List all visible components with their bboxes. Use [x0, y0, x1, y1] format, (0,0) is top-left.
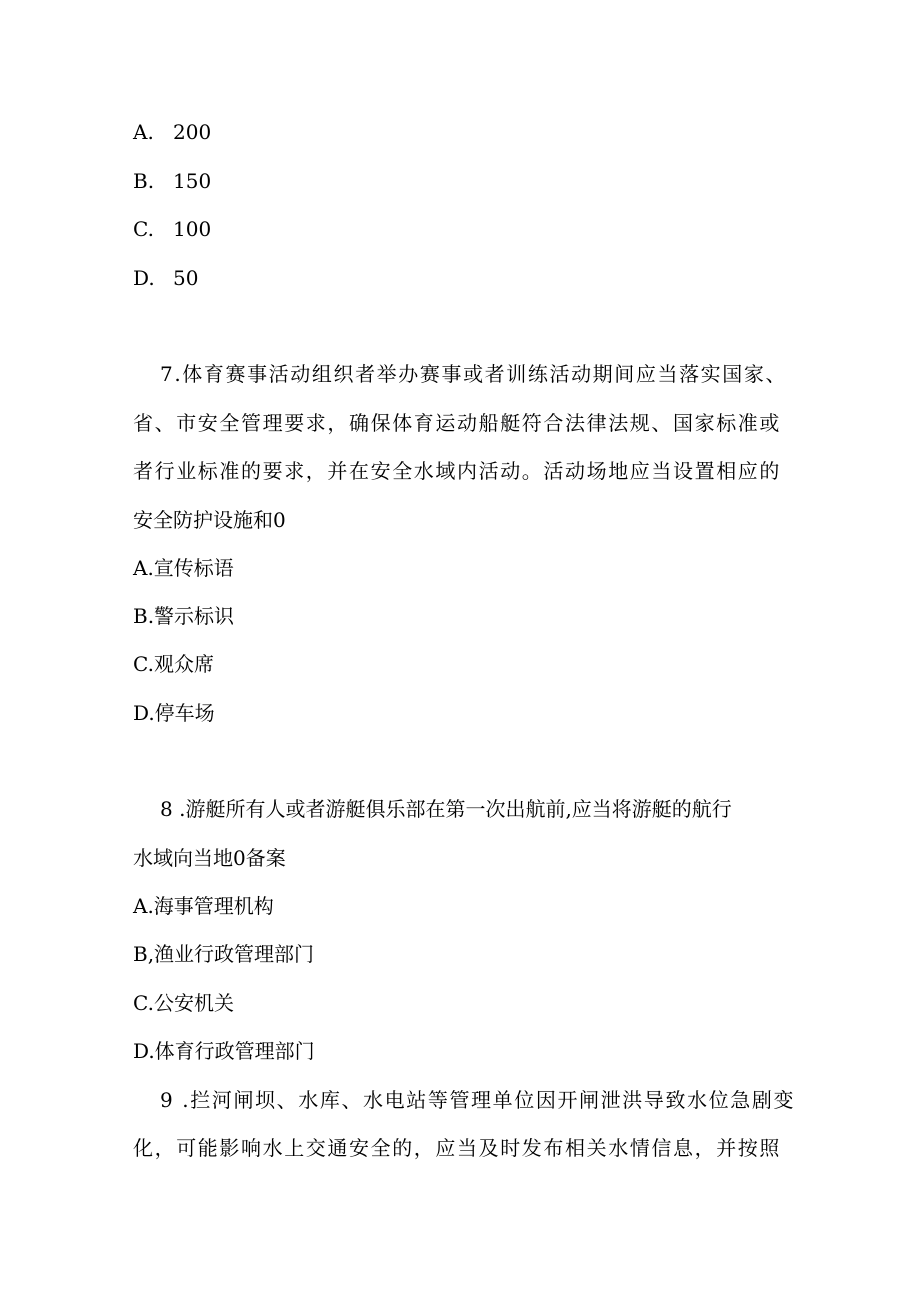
q7-option-c: C.观众席: [133, 652, 214, 676]
option-text: 200: [173, 120, 212, 144]
q7-line-2: 省、市安全管理要求，确保体育运动船艇符合法律法规、国家标准或: [133, 411, 781, 435]
option-text: 100: [173, 217, 212, 241]
q8-option-b: B,渔业行政管理部门: [133, 942, 315, 966]
q8-line-2: 水域向当地0备案: [133, 846, 286, 870]
q8-option-d: D.体育行政管理部门: [133, 1039, 315, 1063]
q9-line-1: 9 .拦河闸坝、水库、水电站等管理单位因开闸泄洪导致水位急剧变: [160, 1088, 796, 1112]
q6-option-c: [133, 216, 211, 242]
q6-option-a: [133, 119, 211, 145]
q7-line-3: 者行业标准的要求，并在安全水域内活动。活动场地应当设置相应的: [133, 459, 781, 483]
option-letter: B.: [133, 169, 155, 193]
q7-line-4: 安全防护设施和0: [133, 508, 286, 532]
q9-line-2: 化，可能影响水上交通安全的，应当及时发布相关水情信息，并按照: [133, 1136, 781, 1160]
option-letter: D.: [133, 266, 155, 290]
q6-option-d: [133, 265, 198, 291]
q8-option-a: A.海事管理机构: [133, 894, 274, 918]
q7-option-d: D.停车场: [133, 701, 215, 725]
option-letter: A.: [133, 120, 154, 144]
q8-option-c: C.公安机关: [133, 991, 234, 1015]
q7-line-1: 7.体育赛事活动组织者举办赛事或者训练活动期间应当落实国家、: [160, 362, 788, 386]
q7-option-a: A.宣传标语: [133, 556, 234, 580]
q7-option-b: B.警示标识: [133, 604, 235, 628]
q8-line-1: 8 .游艇所有人或者游艇俱乐部在第一次出航前,应当将游艇的航行: [160, 797, 732, 821]
option-text: 50: [173, 266, 199, 290]
q6-option-b: [133, 168, 211, 194]
option-text: 150: [173, 169, 212, 193]
option-letter: C.: [133, 217, 154, 241]
